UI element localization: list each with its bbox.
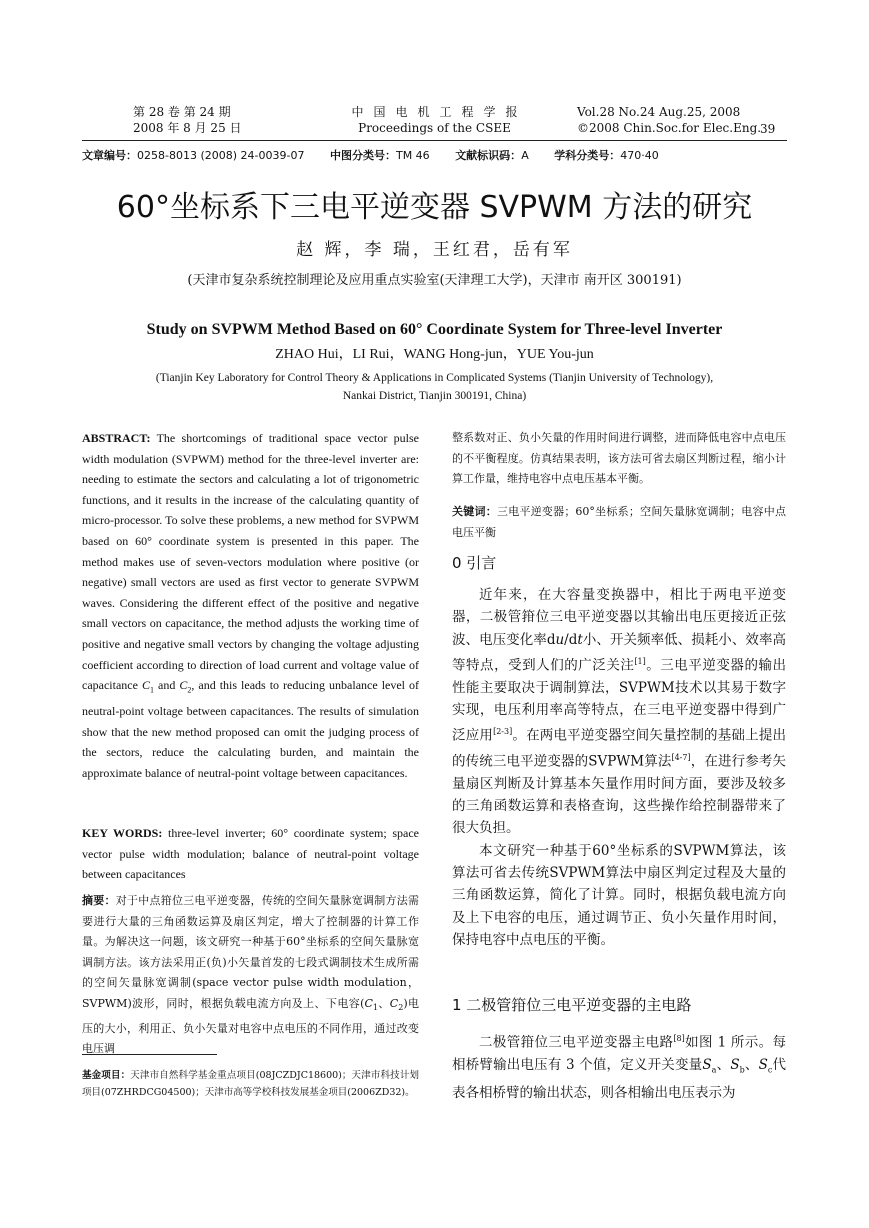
citation: [8] xyxy=(673,1034,685,1043)
journal-name-cn: 中国电机工程学报 xyxy=(351,105,528,119)
footnote-rule xyxy=(82,1054,217,1055)
keywords-en xyxy=(82,823,419,885)
abstract-en: ABSTRACT: The shortcomings of traditional space vector pulse width modulation (SVPWM) method for the three-level inverter are: needing to estimate the sectors and calculating a lot of trigonometric functions, and it results in the increase of the calculating quantity of micro-processor. To solve these problems, a new method for SVPWM based on 60° coordinate system is presented in this paper. The method makes use of seven-vectors modulation where positive (or negative) small vectors are used as first vector to generate SVPWM waves. Considering the different effect of the positive and negative small vectors on capacitance, the method adjusts the working time of positive and negative small vectors by changing the voltage adjusting coefficient according to direction of load current and voltage value of capacitance $C_1$ and $C_2$, and this leads to reducing unbalance level of neutral-point voltage between capacitances. The results of simulation show that the new method proposed can omit the judging process of the sectors, reduce the calculating burden, and maintain the approximate balance of neutral-point voltage between capacitances. xyxy=(82,431,420,780)
volume-issue: 第 28 卷 第 24 期 xyxy=(133,105,231,119)
keywords-label: KEY WORDS: xyxy=(82,826,163,840)
abstract-text: The shortcomings of traditional space vector pulse width modulation (SVPWM) method for the three-level inverter are: needing to estimate the sectors and calculating a lot of trigonometric functions, and it results in the increase of the calculating quantity of micro-processor. To solve these problems, a new method for SVPWM based on 60° coordinate system is presented in this paper. The method makes use of seven-vectors modulation where positive (or negative) small vectors are used as first vector to generate SVPWM waves. Considering the different effect of the positive and negative small vectors on capacitance, the method adjusts the working time of positive and negative small vectors by changing the voltage adjusting coefficient according to direction of load current and voltage value of capacitance xyxy=(82,431,419,693)
affiliation-cn: (天津市复杂系统控制理论及应用重点实验室(天津理工大学)，天津市 南开区 300191) xyxy=(187,273,682,288)
section-0-body xyxy=(452,584,786,951)
abstract-cn-continued: 整系数对正、负小矢量的作用时间进行调整，进而降低电容中点电压的不平衡程度。仿真结果表明，该方法可省去扇区判断过程，缩小计算工作量，维持电容中点电压基本平衡。 xyxy=(452,431,786,486)
document-code: 文献标识码：A xyxy=(455,149,529,162)
section-1-paragraph-1: 二极管箝位三电平逆变器主电路[8]如图 1 所示。每相桥臂输出电压有 3 个值，定义开关变量$S_a$、$S_b$、$S_c$代表各相桥臂的输出状态，则各相输出电压表示为 xyxy=(452,1034,787,1101)
header-rule xyxy=(82,140,787,141)
article-number: 文章编号：0258-8013 (2008) 24-0039-07 xyxy=(82,149,305,162)
journal-name-en: Proceedings of the CSEE xyxy=(358,121,511,135)
citation: [2-3] xyxy=(493,727,513,737)
journal-issue-info-en xyxy=(577,104,761,136)
volume-issue-en: Vol.28 No.24 Aug.25, 2008 xyxy=(577,105,741,119)
section-heading-1: 1 二极管箝位三电平逆变器的主电路 xyxy=(452,996,692,1014)
affiliation-en-line2: Nankai District, Tianjin 300191, China) xyxy=(342,390,527,402)
section-1-body xyxy=(452,1028,786,1104)
keywords-text: three-level inverter; 60° coordinate system; space vector pulse width modulation; balance of neutral-point voltage between capacitances xyxy=(82,826,420,882)
citation: [1] xyxy=(634,656,646,666)
copyright: ©2008 Chin.Soc.for Elec.Eng. xyxy=(577,121,762,135)
clc-number: 中图分类号：TM 46 xyxy=(329,149,430,162)
section-0-paragraph-2: 本文研究一种基于60°坐标系的SVPWM算法，该算法可省去传统SVPWM算法中扇区判定过程及大量的三角函数运算，简化了计算。同时，根据负载电流方向及上下电容的电压，通过调节正、负小矢量作用时间，保持电容中点电压的平衡。 xyxy=(452,842,786,948)
abstract-label: ABSTRACT: xyxy=(82,431,151,445)
authors-en: ZHAO Hui，LI Rui，WANG Hong-jun，YUE You-jun xyxy=(275,347,594,362)
subject-code: 学科分类号：470·40 xyxy=(554,149,659,162)
page-number: 39 xyxy=(760,122,776,136)
abstract-cn-label: 摘要： xyxy=(82,894,116,907)
section-heading-0: 0 引言 xyxy=(452,554,497,572)
abstract-cn: 摘要：对于中点箝位三电平逆变器，传统的空间矢量脉宽调制方法需要进行大量的三角函数运算及扇区判定，增大了控制器的计算工作量。为解决这一问题，该文研究一种基于60°坐标系的空间矢量脉宽调制方法。该方法采用正(负)小矢量首发的七段式调制技术生成所需的空间矢量脉宽调制(space vector pulse width modulation，SVPWM)波形，同时，根据负载电流方向及上、下电容($C_1$、$C_2$)电压的大小，利用正、负小矢量对电容中点电压的不同作用，通过改变电压调 xyxy=(82,894,420,1056)
paper-title-cn: 60°坐标系下三电平逆变器 SVPWM 方法的研究 xyxy=(116,190,753,225)
footnote: 基金项目：天津市自然科学基金重点项目(08JCZDJC18600)；天津市科技计划项目(07ZHRDCG04500)；天津市高等学校科技发展基金项目(2006ZD32)。 xyxy=(82,1070,419,1098)
article-meta xyxy=(82,148,681,164)
section-0-paragraph-1: 近年来，在大容量变换器中，相比于两电平逆变器，二极管箝位三电平逆变器以其输出电压更接近正弦波、电压变化率du/dt小、开关频率低、损耗小、效率高等特点，受到人们的广泛关注[1]。三电平逆变器的输出性能主要取决于调制算法，SVPWM技术以其易于数字实现，电压利用率高等特点，在三电平逆变器中得到广泛应用[2-3]。在两电平逆变器空间矢量控制的基础上提出的传统三电平逆变器的SVPWM算法[4-7]，在进行参考矢量扇区判断及计算基本矢量作用时间方面，要涉及较多的三角函数运算和表格查询，这些操作给控制器带来了很大负担。 xyxy=(452,587,787,837)
affiliation-en xyxy=(0,369,869,405)
issue-date: 2008 年 8 月 25 日 xyxy=(133,121,242,135)
affiliation-en-line1: (Tianjin Key Laboratory for Control Theory & Applications in Complicated Systems (Tianjin University of Technology), xyxy=(155,372,714,384)
citation: [4-7] xyxy=(671,753,691,763)
keywords-cn-label: 关键词： xyxy=(452,505,497,518)
keywords-cn: 关键词：三电平逆变器；60°坐标系；空间矢量脉宽调制；电容中点电压平衡 xyxy=(452,505,787,539)
paper-title-en: Study on SVPWM Method Based on 60° Coordinate System for Three-level Inverter xyxy=(146,321,723,338)
authors-cn: 赵 辉，李 瑞，王红君，岳有军 xyxy=(296,240,573,260)
